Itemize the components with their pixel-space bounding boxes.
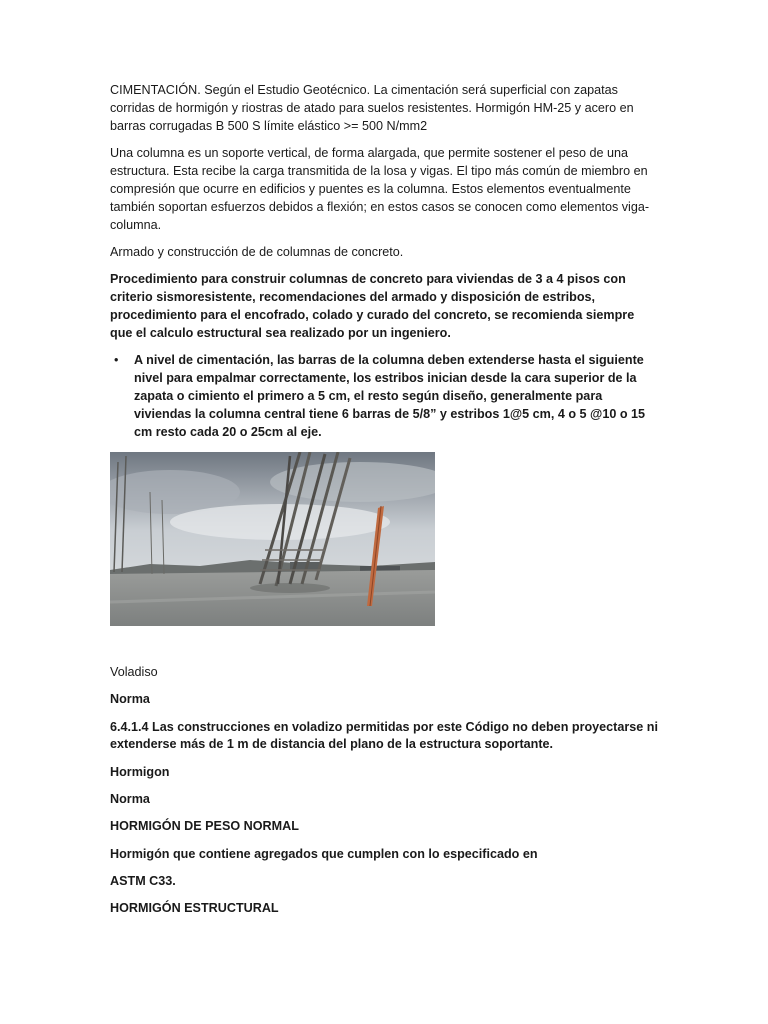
definition-peso-normal: Hormigón que contiene agregados que cumplen con lo especificado en bbox=[110, 846, 538, 861]
construction-photo bbox=[110, 452, 435, 626]
heading-peso-normal: HORMIGÓN DE PESO NORMAL bbox=[110, 819, 299, 834]
paragraph-armado: Armado y construcción de de columnas de concreto. bbox=[110, 245, 404, 260]
bullet-text: A nivel de cimentación, las barras de la columna deben extenderse hasta el siguiente nivel para empalmar correctamente, los estribos inician desde la cara superior de la zapata o cimiento el primero a 5 cm, el resto según diseño, generalmente para viviendas la columna central tiene 6 barras de 5/8” y estribos 1@5 cm, 4 o 5 @10 o 15 cm resto cada 20 o 25cm al eje. bbox=[134, 353, 646, 439]
paragraph-cimentacion: CIMENTACIÓN. Según el Estudio Geotécnico. La cimentación será superficial con zapatas corridas de hormigón y riostras de atado para suelos resistentes. Hormigón HM-25 y acero en barras corrugadas B 500 S límite elástico >= 500 N/mm2 bbox=[110, 83, 634, 133]
heading-voladiso: Voladiso bbox=[110, 665, 158, 679]
document-body bbox=[110, 82, 658, 441]
lower-section bbox=[110, 664, 658, 927]
astm-reference: ASTM C33. bbox=[110, 873, 176, 888]
heading-estructural: HORMIGÓN ESTRUCTURAL bbox=[110, 901, 279, 916]
list-item bbox=[110, 352, 658, 441]
paragraph-columna: Una columna es un soporte vertical, de forma alargada, que permite sostener el peso de una estructura. Esta recibe la carga transmitida de la losa y vigas. El tipo más común de miembro en compresión que ocurre en edificios y puentes es la columna. Estos elementos eventualmente también soportan esfuerzos debidos a flexión; en estos casos se conocen como elementos viga-columna. bbox=[110, 146, 650, 232]
heading-norma: Norma bbox=[110, 692, 150, 707]
heading-hormigon: Hormigon bbox=[110, 764, 170, 779]
bullet-icon: • bbox=[114, 353, 119, 368]
paragraph-procedimiento: Procedimiento para construir columnas de concreto para viviendas de 3 a 4 pisos con criterio sismoresistente, recomendaciones del armado y disposición de estribos, procedimiento para el encofrado, colado y curado del concreto, se recomienda siempre que el calculo estructural sea realizado por un ingeniero. bbox=[110, 272, 635, 340]
heading-norma-2: Norma bbox=[110, 791, 150, 806]
clause-voladizo: 6.4.1.4 Las construcciones en voladizo permitidas por este Código no deben proyectarse ni extenderse más de 1 m de distancia del plano de la estructura soportante. bbox=[110, 719, 658, 752]
bullet-list bbox=[110, 352, 658, 441]
